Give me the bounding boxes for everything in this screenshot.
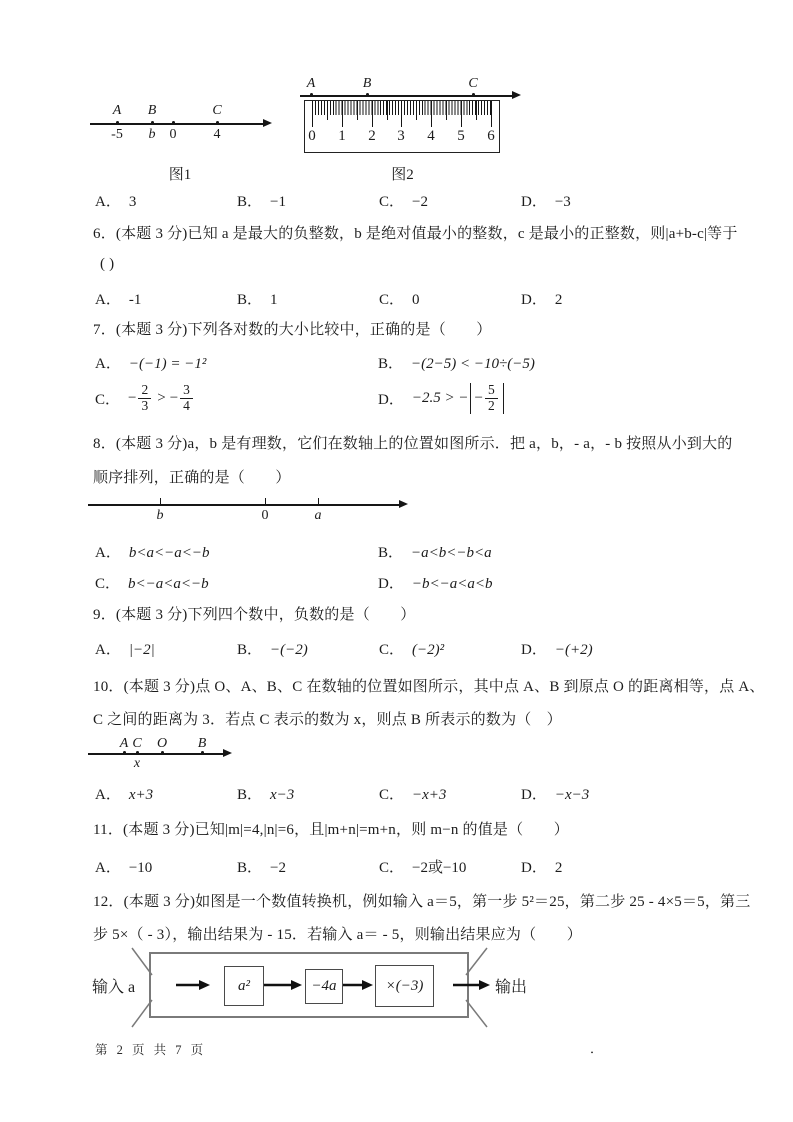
option-value: −x−3 [554, 787, 590, 803]
option-value: −b<−a<a<b [411, 576, 493, 592]
figure1-numberline [90, 100, 285, 152]
option-value: −(+2) [554, 642, 593, 658]
q5-option-b [237, 190, 379, 211]
q9-option-a [95, 638, 237, 659]
figure1-caption: 图1 [168, 167, 192, 183]
ruler-half-tick [327, 101, 328, 120]
funnel-line [466, 948, 487, 975]
option-value: −10 [128, 860, 153, 876]
option-label: B． [237, 642, 263, 658]
q11-option-b [237, 856, 379, 877]
option-label: B． [237, 860, 263, 876]
option-label: D． [521, 860, 547, 876]
option-value: 1 [270, 292, 278, 308]
q10-option-a [95, 783, 237, 804]
ruler-half-tick [446, 101, 447, 120]
ruler-number: 5 [457, 128, 465, 144]
ruler-number: 6 [487, 128, 495, 144]
axis-arrow-icon [512, 91, 521, 99]
q6-option-c [379, 288, 521, 309]
axis-value: b [148, 127, 156, 142]
option-label: B． [237, 194, 263, 210]
point-label: B [197, 736, 207, 751]
option-label: B． [237, 292, 263, 308]
fraction-denominator: 2 [487, 397, 495, 413]
axis-value: x [133, 756, 141, 771]
q8-text-line2: 顺序排列，正确的是（ ） [93, 470, 291, 486]
option-value: (−2)² [412, 642, 445, 658]
point-label: A [112, 103, 122, 118]
q7-option-a [95, 352, 378, 373]
ruler-half-tick [387, 101, 388, 120]
absolute-value-bars [470, 383, 503, 414]
q6-text-line1: 6．(本题 3 分)已知 a 是最大的负整数，b 是绝对值最小的整数，c 是最小的正整数，则|a+b-c|等于 [93, 226, 738, 242]
q8-numberline [88, 496, 418, 532]
option-value: -1 [128, 292, 142, 308]
q6-option-a [95, 288, 237, 309]
funnel-line [466, 1000, 487, 1027]
q10-text-line2: C 之间的距离为 3．若点 C 表示的数为 x，则点 B 所表示的数为（ ） [93, 712, 562, 728]
option-value: −a<b<−b<a [411, 545, 492, 561]
option-value: −2 [270, 860, 286, 876]
point-dot [472, 93, 475, 96]
q5-options-row [95, 190, 735, 211]
q7-option-c [95, 383, 378, 414]
q8-option-a [95, 541, 378, 562]
ruler-unit-tick [491, 101, 492, 127]
flow-arrowhead-icon [199, 980, 210, 990]
point-label: B [147, 103, 157, 118]
q10-text-line1: 10．(本题 3 分)点 O、A、B、C 在数轴的位置如图所示，其中点 A、B 到原点 O 的距离相等，点 A、 [93, 679, 765, 695]
q6-option-b [237, 288, 379, 309]
machine-input-label: 输入 a [92, 979, 136, 996]
option-value: −(−1) = −1² [128, 356, 207, 372]
q8-options-row-cd [95, 572, 735, 593]
option-value: b<a<−a<−b [128, 545, 210, 561]
axis-value: 0 [169, 127, 177, 142]
option-label: A． [95, 545, 121, 561]
q9-title: 9．(本题 3 分)下列四个数中，负数的是（ ） [93, 607, 416, 623]
axis-tick [160, 498, 161, 504]
ruler-fine-ticks [312, 101, 493, 115]
point-dot [310, 93, 313, 96]
ruler-unit-tick [312, 101, 313, 127]
option-value: −x+3 [412, 787, 447, 803]
q5-option-d [521, 190, 571, 211]
q7-option-b [378, 352, 535, 373]
option-label: C． [379, 194, 405, 210]
option-label: D． [521, 787, 547, 803]
figure2-caption: 图2 [391, 167, 414, 183]
point-dot [161, 751, 164, 754]
option-label: A． [95, 194, 121, 210]
machine-step3-box: ×(−3) [375, 965, 434, 1007]
option-value: 2 [554, 860, 563, 876]
option-value: 2 [554, 292, 563, 308]
option-label: B． [378, 545, 404, 561]
ruler-body [304, 100, 500, 153]
q7-option-d [378, 383, 504, 414]
option-label: D． [378, 391, 404, 408]
option-value: x−3 [270, 787, 295, 803]
ruler-number: 3 [397, 128, 405, 144]
axis-value: 4 [213, 127, 221, 142]
q11-options-row [95, 856, 735, 877]
option-value: −2 [412, 194, 428, 210]
q8-option-d [378, 572, 492, 593]
stray-mark: ． [590, 1041, 604, 1056]
option-label: D． [521, 292, 547, 308]
q7-options-row-cd [95, 383, 735, 414]
option-value: 3 [128, 194, 137, 210]
option-value: −(2−5) < −10÷(−5) [411, 356, 535, 372]
q10-option-c [379, 783, 521, 804]
point-dot [116, 121, 119, 124]
q12-machine-diagram [90, 945, 535, 1035]
q9-option-c [379, 638, 521, 659]
option-value: 0 [412, 292, 420, 308]
flow-arrowhead-icon [291, 980, 302, 990]
axis-line [88, 504, 400, 506]
option-label: C． [379, 292, 405, 308]
option-value: −2或−10 [412, 860, 467, 876]
option-label: C． [95, 391, 121, 408]
option-label: C． [379, 642, 405, 658]
q12-text-line1: 12．(本题 3 分)如图是一个数值转换机，例如输入 a＝5，第一步 5²＝25，第二步 25 - 4×5＝5，第三 [93, 894, 751, 910]
axis-arrow-icon [399, 500, 408, 508]
machine-step2-box: −4a [305, 969, 343, 1004]
relation-sign: > [157, 389, 166, 406]
ruler-half-tick [416, 101, 417, 120]
ruler-half-tick [357, 101, 358, 120]
option-label: B． [237, 787, 263, 803]
axis-tick [265, 498, 266, 504]
axis-tick [318, 498, 319, 504]
fraction [485, 383, 498, 414]
q8-option-c [95, 572, 378, 593]
point-dot [216, 121, 219, 124]
point-dot [136, 751, 139, 754]
axis-value: -5 [111, 127, 123, 142]
ruler-number: 2 [368, 128, 376, 144]
point-label: B [362, 76, 372, 91]
option-label: A． [95, 642, 121, 658]
point-dot [151, 121, 154, 124]
q11-title: 11．(本题 3 分)已知|m|=4,|n|=6，且|m+n|=m+n，则 m−n 的值是（ ） [93, 822, 569, 838]
q7-options-row-ab [95, 352, 735, 373]
axis-value: b [156, 508, 164, 523]
fraction-denominator: 3 [141, 397, 149, 413]
minus-sign: − [128, 389, 137, 406]
option-value: |−2| [128, 642, 155, 658]
point-label: C [212, 103, 222, 118]
ruler-unit-tick [431, 101, 432, 127]
q11-option-d [521, 856, 562, 877]
ruler-unit-tick [461, 101, 462, 127]
option-value: −(−2) [270, 642, 308, 658]
q12-text-line2: 步 5×（ - 3），输出结果为 - 15．若输入 a＝ - 5，则输出结果应为（ ） [93, 927, 582, 943]
machine-step1-box: a² [224, 966, 264, 1006]
point-dot [366, 93, 369, 96]
flow-arrowhead-icon [362, 980, 373, 990]
fraction-denominator: 4 [183, 397, 190, 413]
option-label: D． [378, 576, 404, 592]
ruler-half-tick [476, 101, 477, 120]
q8-option-b [378, 541, 492, 562]
q6-text-line2: ( ) [100, 256, 115, 272]
option-value-prefix: −2.5 > − [411, 389, 469, 406]
q10-numberline [88, 737, 323, 777]
machine-output-label: 输出 [495, 979, 528, 996]
option-label: C． [379, 860, 405, 876]
fraction [138, 383, 151, 414]
option-label: C． [379, 787, 405, 803]
ruler-number: 1 [338, 128, 346, 144]
point-dot [201, 751, 204, 754]
option-label: D． [521, 642, 547, 658]
ruler-unit-tick [401, 101, 402, 127]
page-footer: 第 2 页 共 7 页 [95, 1043, 207, 1057]
q9-options-row [95, 638, 735, 659]
q9-option-d [521, 638, 593, 659]
ruler-unit-tick [342, 101, 343, 127]
option-value: x+3 [128, 787, 154, 803]
fraction-numerator: 3 [180, 383, 193, 399]
point-dot [123, 751, 126, 754]
figure2-ruler [300, 78, 530, 158]
fraction-numerator: 5 [485, 383, 498, 399]
q9-option-b [237, 638, 379, 659]
flow-arrowhead-icon [479, 980, 490, 990]
q10-option-d [521, 783, 589, 804]
axis-arrow-icon [263, 119, 272, 127]
point-label: A [306, 76, 316, 91]
q7-title: 7．(本题 3 分)下列各对数的大小比较中，正确的是（ ） [93, 322, 492, 338]
option-label: A． [95, 787, 121, 803]
axis-value: a [314, 508, 322, 523]
q5-option-a [95, 190, 237, 211]
option-label: D． [521, 194, 547, 210]
option-value: −1 [270, 194, 286, 210]
option-label: A． [95, 860, 121, 876]
q8-options-row-ab [95, 541, 735, 562]
axis-arrow-icon [223, 749, 232, 757]
point-label: O [156, 736, 168, 751]
q6-option-d [521, 288, 562, 309]
q6-options-row [95, 288, 735, 309]
point-label: C [132, 736, 142, 751]
option-label: B． [378, 356, 404, 372]
point-label: A [119, 736, 129, 751]
point-dot [172, 121, 175, 124]
option-label: A． [95, 356, 121, 372]
minus-sign: − [474, 389, 483, 406]
fraction [180, 383, 193, 414]
q8-text-line1: 8．(本题 3 分)a，b 是有理数，它们在数轴上的位置如图所示．把 a，b，- a，- b 按照从小到大的 [93, 436, 733, 452]
option-value: −3 [554, 194, 571, 210]
ruler-unit-tick [372, 101, 373, 127]
axis-line [300, 95, 513, 97]
option-label: C． [95, 576, 121, 592]
q11-option-c [379, 856, 521, 877]
option-label: A． [95, 292, 121, 308]
axis-value: 0 [261, 508, 269, 523]
q10-option-b [237, 783, 379, 804]
q11-option-a [95, 856, 237, 877]
point-label: C [468, 76, 478, 91]
q10-options-row [95, 783, 735, 804]
fraction-numerator: 2 [138, 383, 151, 399]
option-value: b<−a<a<−b [128, 576, 209, 592]
q5-option-c [379, 190, 521, 211]
ruler-number: 0 [308, 128, 316, 144]
minus-sign: − [169, 389, 179, 406]
ruler-number: 4 [427, 128, 435, 144]
